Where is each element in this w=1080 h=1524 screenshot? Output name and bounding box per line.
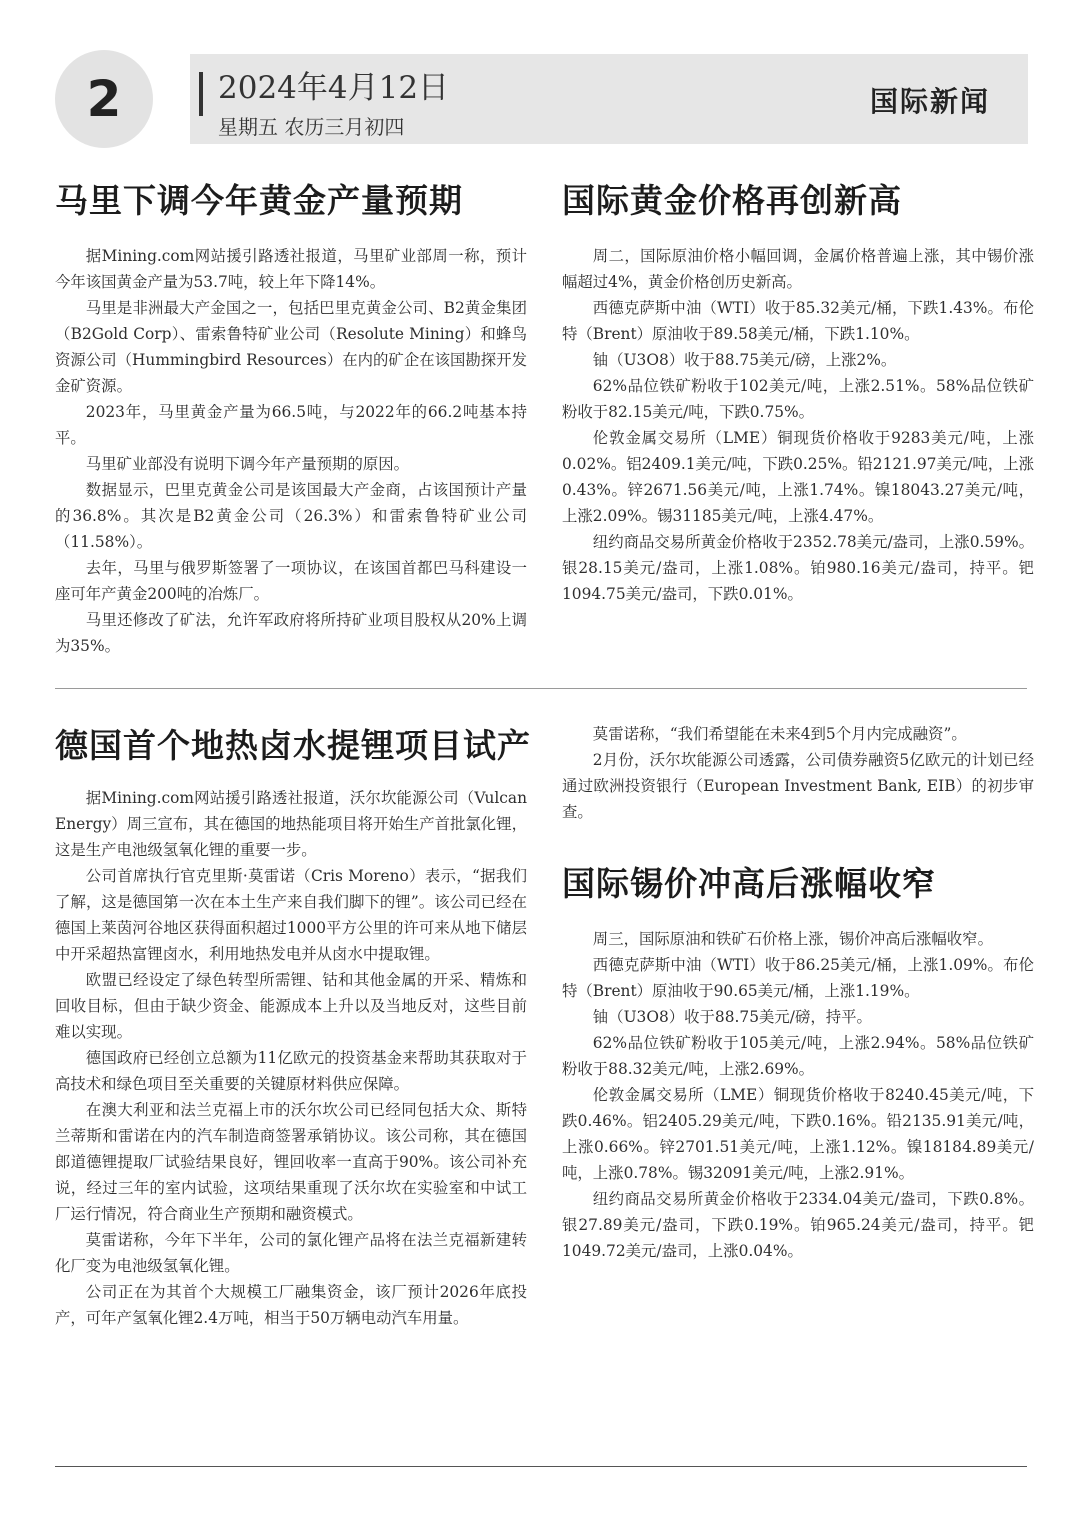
footer-divider (55, 1466, 1027, 1467)
article-paragraph: 2月份，沃尔坎能源公司透露，公司债券融资5亿欧元的计划已经通过欧洲投资银行（European Investment Bank, EIB）的初步审查。 (562, 751, 1034, 821)
article-headline: 马里下调今年黄金产量预期 (55, 181, 463, 220)
article-paragraph: 铀（U3O8）收于88.75美元/磅，上涨2%。 (592, 351, 897, 369)
article-paragraph: 铀（U3O8）收于88.75美元/磅，持平。 (592, 1008, 872, 1026)
article-body (55, 243, 527, 659)
page-number: 2 (55, 50, 153, 148)
article-paragraph: 周二，国际原油价格小幅回调，金属价格普遍上涨，其中锡价涨幅超过4%，黄金价格创历史新高。 (562, 247, 1034, 291)
article-body (562, 243, 1034, 607)
article-paragraph: 伦敦金属交易所（LME）铜现货价格收于9283美元/吨，上涨0.02%。铝2409.1美元/吨，下跌0.25%。铅2121.97美元/吨，上涨0.43%。锌2671.56美元/吨，上涨1.74%。镍18043.27美元/吨，上涨2.09%。锡31185美元/吨，上涨4.47%。 (562, 429, 1034, 525)
article-paragraph: 据Mining.com网站援引路透社报道，沃尔坎能源公司（Vulcan Energy）周三宣布，其在德国的地热能项目将开始生产首批氯化锂，这是生产电池级氢氧化锂的重要一步。 (55, 789, 527, 859)
article-paragraph: 周三，国际原油和铁矿石价格上涨，锡价冲高后涨幅收窄。 (592, 930, 993, 948)
article-paragraph: 马里还修改了矿法，允许军政府将所持矿业项目股权从20%上调为35%。 (55, 611, 527, 655)
article-paragraph: 62%品位铁矿粉收于102美元/吨，上涨2.51%。58%品位铁矿粉收于82.15美元/吨，下跌0.75%。 (562, 377, 1034, 421)
article-body (562, 926, 1034, 1264)
article-body (55, 785, 527, 1331)
article-headline: 德国首个地热卤水提锂项目试产 (55, 726, 531, 765)
article-headline: 国际黄金价格再创新高 (562, 181, 902, 220)
article-paragraph: 莫雷诺称，今年下半年，公司的氯化锂产品将在法兰克福新建转化厂变为电池级氢氧化锂。 (55, 1231, 527, 1275)
article-paragraph: 公司正在为其首个大规模工厂融集资金，该厂预计2026年底投产，可年产氢氧化锂2.4万吨，相当于50万辆电动汽车用量。 (55, 1283, 527, 1327)
article-paragraph: 德国政府已经创立总额为11亿欧元的投资基金来帮助其获取对于高技术和绿色项目至关重要的关键原材料供应保障。 (55, 1049, 527, 1093)
article-paragraph: 62%品位铁矿粉收于105美元/吨，上涨2.94%。58%品位铁矿粉收于88.32美元/吨，上涨2.69%。 (562, 1034, 1034, 1078)
article-paragraph: 马里矿业部没有说明下调今年产量预期的原因。 (85, 455, 410, 473)
article-paragraph: 纽约商品交易所黄金价格收于2334.04美元/盎司，下跌0.8%。银27.89美元/盎司，下跌0.19%。铂965.24美元/盎司，持平。钯1049.72美元/盎司，上涨0.04%。 (562, 1190, 1034, 1260)
article-headline: 国际锡价冲高后涨幅收窄 (562, 864, 936, 903)
article-paragraph: 西德克萨斯中油（WTI）收于85.32美元/桶，下跌1.43%。布伦特（Brent）原油收于89.58美元/桶，下跌1.10%。 (562, 299, 1034, 343)
header-divider (199, 72, 203, 116)
article-body-continued (562, 721, 1034, 825)
article-paragraph: 莫雷诺称，“我们希望能在未来4到5个月内完成融资”。 (592, 725, 967, 743)
article-paragraph: 西德克萨斯中油（WTI）收于86.25美元/桶，上涨1.09%。布伦特（Brent）原油收于90.65美元/桶，上涨1.19%。 (562, 956, 1034, 1000)
article-paragraph: 纽约商品交易所黄金价格收于2352.78美元/盎司，上涨0.59%。银28.15美元/盎司，上涨1.08%。铂980.16美元/盎司，持平。钯1094.75美元/盎司，下跌0.01%。 (562, 533, 1034, 603)
article-paragraph: 公司首席执行官克里斯·莫雷诺（Cris Moreno）表示，“据我们了解，这是德国第一次在本土生产来自我们脚下的锂”。该公司已经在德国上莱茵河谷地区获得面积超过1000平方公里的许可来从地下储层中开采超热富锂卤水，利用地热发电并从卤水中提取锂。 (55, 867, 527, 963)
weekday-lunar-date: 星期五 农历三月初四 (218, 115, 405, 139)
article-paragraph: 伦敦金属交易所（LME）铜现货价格收于8240.45美元/吨，下跌0.46%。铝2405.29美元/吨，下跌0.16%。铅2135.91美元/吨，上涨0.66%。锌2701.51美元/吨，上涨1.12%。镍18184.89美元/吨，上涨0.78%。锡32091美元/吨，上涨2.91%。 (562, 1086, 1034, 1182)
article-paragraph: 去年，马里与俄罗斯签署了一项协议，在该国首都巴马科建设一座可年产黄金200吨的冶炼厂。 (55, 559, 527, 603)
section-divider (55, 688, 1027, 689)
article-paragraph: 数据显示，巴里克黄金公司是该国最大产金商，占该国预计产量的36.8%。其次是B2黄金公司（26.3%）和雷索鲁特矿业公司（11.58%）。 (55, 481, 527, 551)
article-paragraph: 欧盟已经设定了绿色转型所需锂、钴和其他金属的开采、精炼和回收目标，但由于缺少资金、能源成本上升以及当地反对，这些目前难以实现。 (55, 971, 527, 1041)
issue-date: 2024年4月12日 (218, 70, 450, 106)
article-paragraph: 2023年，马里黄金产量为66.5吨，与2022年的66.2吨基本持平。 (55, 403, 527, 447)
article-paragraph: 马里是非洲最大产金国之一，包括巴里克黄金公司、B2黄金集团（B2Gold Corp）、雷索鲁特矿业公司（Resolute Mining）和蜂鸟资源公司（Hummingbird Resources）在内的矿企在该国勘探开发金矿资源。 (55, 299, 527, 395)
article-paragraph: 据Mining.com网站援引路透社报道，马里矿业部周一称，预计今年该国黄金产量为53.7吨，较上年下降14%。 (55, 247, 527, 291)
section-title: 国际新闻 (869, 85, 990, 118)
article-paragraph: 在澳大利亚和法兰克福上市的沃尔坎公司已经同包括大众、斯特兰蒂斯和雷诺在内的汽车制造商签署承销协议。该公司称，其在德国郎道德锂提取厂试验结果良好，锂回收率一直高于90%。该公司补充说，经过三年的室内试验，这项结果重现了沃尔坎在实验室和中试工厂运行情况，符合商业生产预期和融资模式。 (55, 1101, 527, 1223)
